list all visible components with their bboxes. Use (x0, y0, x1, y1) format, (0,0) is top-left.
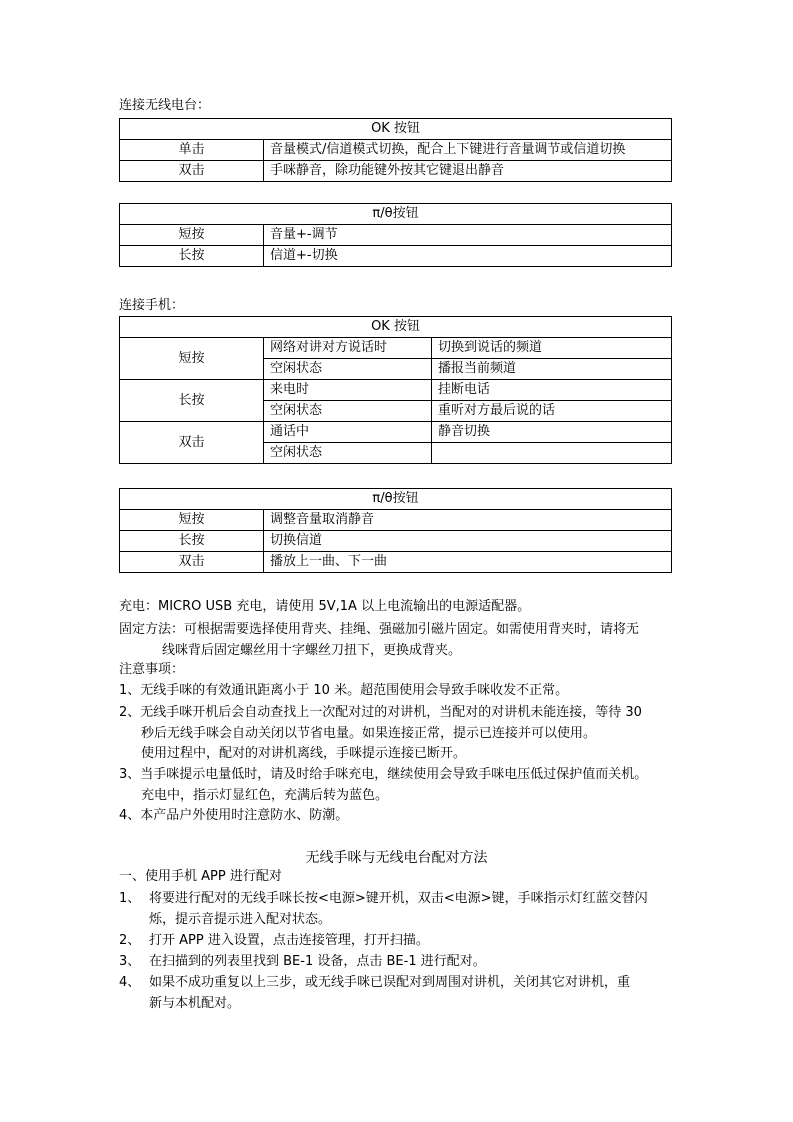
phone-ok-table (119, 316, 672, 464)
pairing-title: 无线手咪与无线电台配对方法 (305, 850, 488, 866)
action-cell: 短按 (120, 510, 264, 531)
state-cell: 来电时 (264, 380, 432, 401)
table-header: OK 按钮 (120, 317, 672, 338)
result-cell (432, 443, 672, 464)
state-cell: 空闲状态 (264, 443, 432, 464)
state-cell: 空闲状态 (264, 401, 432, 422)
action-cell: 短按 (120, 225, 264, 246)
action-cell: 短按 (120, 338, 264, 380)
state-cell: 网络对讲对方说话时 (264, 338, 432, 359)
section-heading-phone: 连接手机： (119, 298, 185, 313)
step-1-line2: 烁，提示音提示进入配对状态。 (149, 912, 332, 927)
result-cell: 播报当前频道 (432, 359, 672, 380)
table-header: π/θ按钮 (120, 489, 672, 510)
caution-item-2-line3: 使用过程中，配对的对讲机离线，手咪提示连接已断开。 (141, 746, 467, 761)
desc-cell: 音量模式/信道模式切换，配合上下键进行音量调节或信道切换 (264, 140, 672, 161)
caution-item-4: 4、本产品户外使用时注意防水、防潮。 (119, 808, 349, 823)
step-number: 1、 (119, 891, 141, 906)
table-header: OK 按钮 (120, 119, 672, 140)
action-cell: 双击 (120, 552, 264, 573)
table-row (120, 140, 672, 161)
action-cell: 长按 (120, 531, 264, 552)
radio-pi-table (119, 203, 672, 267)
table-header: π/θ按钮 (120, 204, 672, 225)
section-heading-radio: 连接无线电台： (119, 98, 211, 113)
caution-item-1: 1、无线手咪的有效通讯距离小于 10 米。超范围使用会导致手咪收发不正常。 (119, 683, 569, 698)
desc-cell: 切换信道 (264, 531, 672, 552)
table-row (120, 380, 672, 401)
action-cell: 长按 (120, 246, 264, 267)
caution-item-3-line2: 充电中，指示灯显红色，充满后转为蓝色。 (141, 788, 389, 803)
result-cell: 挂断电话 (432, 380, 672, 401)
state-cell: 空闲状态 (264, 359, 432, 380)
result-cell: 切换到说话的频道 (432, 338, 672, 359)
action-cell: 双击 (120, 161, 264, 182)
caution-item-2-line2: 秒后无线手咪会自动关闭以节省电量。如果连接正常，提示已连接并可以使用。 (141, 726, 597, 741)
action-cell: 长按 (120, 380, 264, 422)
fixing-note-line1: 固定方法：可根据需要选择使用背夹、挂绳、强磁加引磁片固定。如需使用背夹时，请将无 (119, 622, 640, 637)
step-3-line1: 在扫描到的列表里找到 BE-1 设备，点击 BE-1 进行配对。 (149, 954, 486, 969)
step-2-line1: 打开 APP 进入设置，点击连接管理，打开扫描。 (149, 933, 429, 948)
state-cell: 通话中 (264, 422, 432, 443)
desc-cell: 音量+-调节 (264, 225, 672, 246)
caution-heading: 注意事项： (119, 662, 185, 677)
pairing-subheading: 一、使用手机 APP 进行配对 (119, 869, 282, 884)
table-row (120, 552, 672, 573)
table-row (120, 246, 672, 267)
caution-item-2-line1: 2、无线手咪开机后会自动查找上一次配对过的对讲机，当配对的对讲机未能连接，等待 30 (119, 705, 642, 720)
radio-ok-table (119, 118, 672, 182)
action-cell: 单击 (120, 140, 264, 161)
step-number: 3、 (119, 954, 141, 969)
fixing-note-line2: 线咪背后固定螺丝用十字螺丝刀扭下，更换成背夹。 (162, 643, 462, 658)
table-row (120, 422, 672, 443)
table-row (120, 225, 672, 246)
desc-cell: 播放上一曲、下一曲 (264, 552, 672, 573)
action-cell: 双击 (120, 422, 264, 464)
charging-note: 充电：MICRO USB 充电，请使用 5V,1A 以上电流输出的电源适配器。 (119, 599, 531, 614)
table-row (120, 510, 672, 531)
table-row (120, 338, 672, 359)
table-row (120, 161, 672, 182)
result-cell: 重听对方最后说的话 (432, 401, 672, 422)
table-row (120, 531, 672, 552)
step-number: 4、 (119, 975, 141, 990)
step-4-line2: 新与本机配对。 (149, 996, 241, 1011)
result-cell: 静音切换 (432, 422, 672, 443)
step-4-line1: 如果不成功重复以上三步，或无线手咪已误配对到周围对讲机，关闭其它对讲机，重 (149, 975, 631, 990)
desc-cell: 调整音量取消静音 (264, 510, 672, 531)
step-1-line1: 将要进行配对的无线手咪长按<电源>键开机，双击<电源>键，手咪指示灯红蓝交替闪 (149, 891, 648, 906)
desc-cell: 手咪静音，除功能键外按其它键退出静音 (264, 161, 672, 182)
phone-pi-table (119, 488, 672, 573)
caution-item-3-line1: 3、当手咪提示电量低时，请及时给手咪充电，继续使用会导致手咪电压低过保护值而关机。 (119, 767, 648, 782)
step-number: 2、 (119, 933, 141, 948)
desc-cell: 信道+-切换 (264, 246, 672, 267)
